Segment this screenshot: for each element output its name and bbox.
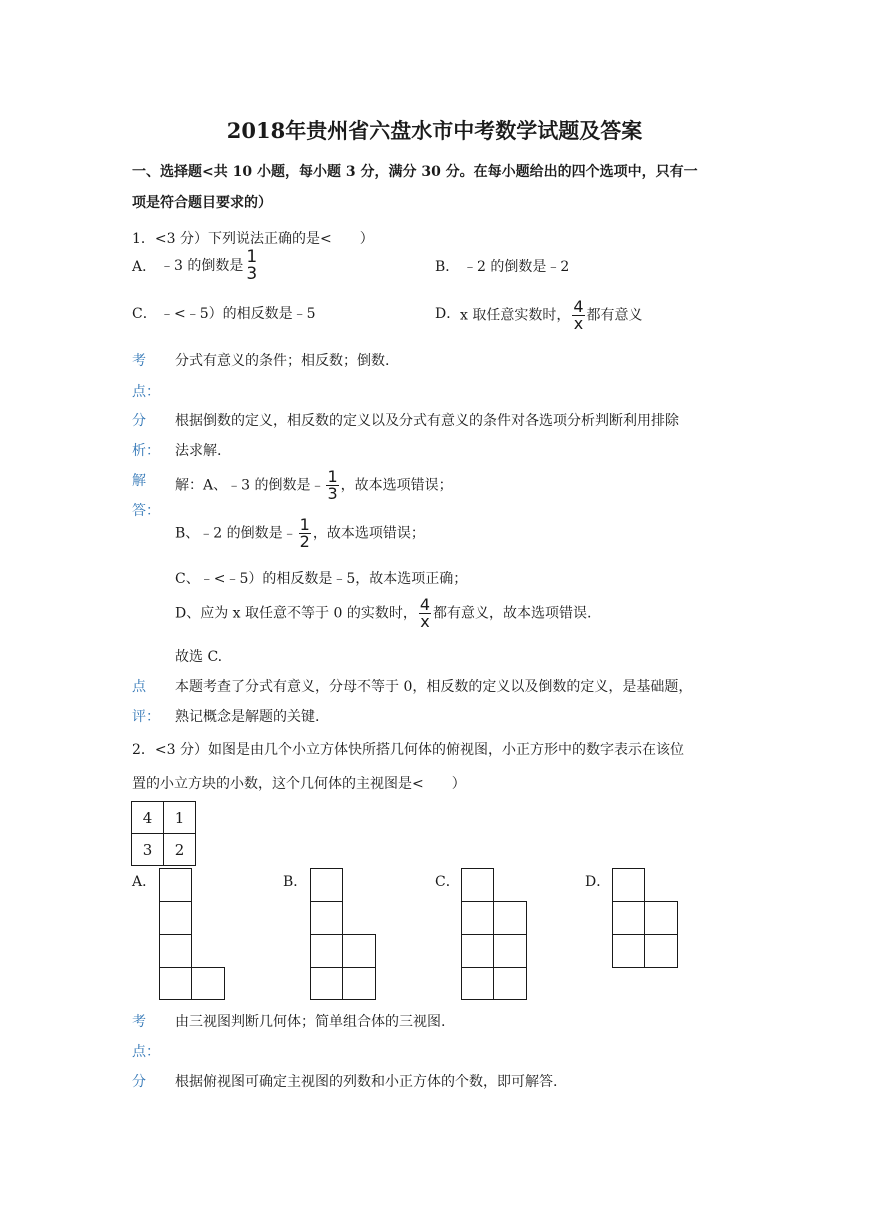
q2-stem-1: 2．<3 分）如图是由几个小立方体快所搭几何体的俯视图，小正方形中的数字表示在该位 xyxy=(132,742,684,758)
fraction-denominator: x xyxy=(573,314,584,333)
q1-kaodian-text: 分式有意义的条件；相反数；倒数. xyxy=(175,353,390,369)
q1-jieda-label-1: 解 xyxy=(132,473,146,489)
cube-square xyxy=(493,934,527,968)
q1-dianping-label-2: 评： xyxy=(132,709,160,725)
q1-option-c-text: ﹣<﹣5）的相反数是﹣5 xyxy=(160,306,316,322)
section-heading-line2: 项是符合题目要求的） xyxy=(132,195,272,211)
cube-square xyxy=(612,934,645,968)
q1-jieda-d-post: 都有意义，故本选项错误. xyxy=(433,605,592,622)
q1-dianping-label-1: 点 xyxy=(132,679,146,695)
top-view-cell: 1 xyxy=(163,801,196,834)
fraction-denominator: x xyxy=(420,612,430,631)
q1-option-a-label: A． xyxy=(132,259,157,275)
page-title: 2018年贵州省六盘水市中考数学试题及答案 xyxy=(226,118,643,143)
q1-option-b-text: ﹣2 的倒数是﹣2 xyxy=(463,259,570,275)
q2-kaodian-text: 由三视图判断几何体；简单组合体的三视图. xyxy=(175,1014,446,1030)
q1-option-a-text: ﹣3 的倒数是 xyxy=(160,258,244,274)
cube-square xyxy=(612,901,645,935)
q2-option-c-front-view xyxy=(461,868,527,1000)
q2-stem-2: 置的小立方块的小数，这个几何体的主视图是< ） xyxy=(132,776,466,792)
fraction-numerator: 1 xyxy=(246,247,258,267)
q1-option-d-text-post: 都有意义 xyxy=(586,307,643,324)
cube-square xyxy=(159,868,192,902)
q1-option-b-label: B． xyxy=(435,259,460,275)
q1-option-d-label: D． xyxy=(435,306,461,322)
q1-jieda-a-fraction xyxy=(326,469,338,502)
top-view-cell: 2 xyxy=(163,833,196,866)
fraction-numerator: 1 xyxy=(327,467,338,486)
q2-option-d-front-view xyxy=(612,868,678,968)
fraction-numerator: 4 xyxy=(573,297,584,316)
cube-square xyxy=(612,868,645,902)
q2-option-c-label: C． xyxy=(435,874,460,890)
q1-option-a xyxy=(160,249,260,283)
q2-option-a-front-view xyxy=(159,868,225,1000)
q1-jieda-a-post: ，故本选项错误； xyxy=(340,477,453,494)
q1-dianping-text-1: 本题考查了分式有意义，分母不等于 0，相反数的定义以及倒数的定义，是基础题， xyxy=(175,679,693,695)
q1-option-d-fraction xyxy=(572,299,584,332)
q1-jieda-b-fraction xyxy=(299,517,311,550)
q1-jieda-a-pre: 解：A、﹣3 的倒数是﹣ xyxy=(175,477,325,494)
q1-fenxi-label-1: 分 xyxy=(132,413,146,429)
cube-square xyxy=(159,967,192,1000)
q1-option-d xyxy=(460,299,643,332)
cube-square xyxy=(159,934,192,968)
q1-jieda-label-2: 答： xyxy=(132,503,160,519)
q1-option-d-text-pre: x 取任意实数时， xyxy=(460,307,571,324)
cube-square xyxy=(644,934,678,968)
fraction-denominator: 3 xyxy=(246,264,258,284)
q1-stem: 1．<3 分）下列说法正确的是< ） xyxy=(132,231,374,247)
q2-option-d-label: D． xyxy=(585,874,611,890)
cube-square xyxy=(310,967,343,1000)
cube-square xyxy=(191,967,225,1000)
cube-square xyxy=(342,934,376,968)
q1-jieda-b-pre: B、﹣2 的倒数是﹣ xyxy=(175,525,297,542)
fraction-denominator: 2 xyxy=(299,532,310,551)
fraction-numerator: 1 xyxy=(299,515,310,534)
q1-jieda-d-fraction xyxy=(419,597,431,630)
q2-kaodian-label-2: 点： xyxy=(132,1044,160,1060)
q1-option-a-fraction xyxy=(245,249,258,283)
q1-fenxi-text-2: 法求解. xyxy=(175,443,222,459)
cube-square xyxy=(461,901,494,935)
cube-square xyxy=(644,901,678,935)
q2-fenxi-label-1: 分 xyxy=(132,1074,146,1090)
section-heading-line1: 一、选择题<共 10 小题，每小题 3 分，满分 30 分。在每小题给出的四个选项中，只有一 xyxy=(132,164,698,180)
cube-square xyxy=(159,901,192,935)
q1-jieda-d-pre: D、应为 x 取任意不等于 0 的实数时， xyxy=(175,605,417,622)
cube-square xyxy=(310,901,343,935)
q2-option-b-label: B． xyxy=(283,874,308,890)
q2-top-view-grid xyxy=(131,801,197,867)
cube-square xyxy=(461,868,494,902)
top-view-cell: 3 xyxy=(131,833,164,866)
q1-jieda-a xyxy=(175,469,453,502)
q2-option-a-label: A． xyxy=(132,874,157,890)
q1-jieda-b-post: ，故本选项错误； xyxy=(312,525,425,542)
q2-kaodian-label-1: 考 xyxy=(132,1014,146,1030)
cube-square xyxy=(310,934,343,968)
fraction-denominator: 3 xyxy=(327,484,338,503)
q1-option-c-label: C． xyxy=(132,306,157,322)
cube-square xyxy=(493,967,527,1000)
q2-option-b-front-view xyxy=(310,868,376,1000)
fraction-numerator: 4 xyxy=(419,595,431,614)
q1-fenxi-label-2: 析： xyxy=(132,443,160,459)
q1-fenxi-text-1: 根据倒数的定义，相反数的定义以及分式有意义的条件对各选项分析判断利用排除 xyxy=(175,413,679,429)
cube-square xyxy=(342,967,376,1000)
cube-square xyxy=(461,934,494,968)
q1-kaodian-label-2: 点： xyxy=(132,384,160,400)
q1-kaodian-label-1: 考 xyxy=(132,353,146,369)
q1-jieda-b xyxy=(175,517,425,550)
cube-square xyxy=(310,868,343,902)
q1-conclusion: 故选 C. xyxy=(175,649,223,665)
q1-jieda-c: C、﹣<﹣5）的相反数是﹣5，故本选项正确； xyxy=(175,571,468,587)
q1-jieda-d xyxy=(175,597,591,630)
cube-square xyxy=(493,901,527,935)
top-view-cell: 4 xyxy=(131,801,164,834)
q2-fenxi-text: 根据俯视图可确定主视图的列数和小正方体的个数，即可解答. xyxy=(175,1074,558,1090)
cube-square xyxy=(461,967,494,1000)
q1-dianping-text-2: 熟记概念是解题的关键. xyxy=(175,709,320,725)
